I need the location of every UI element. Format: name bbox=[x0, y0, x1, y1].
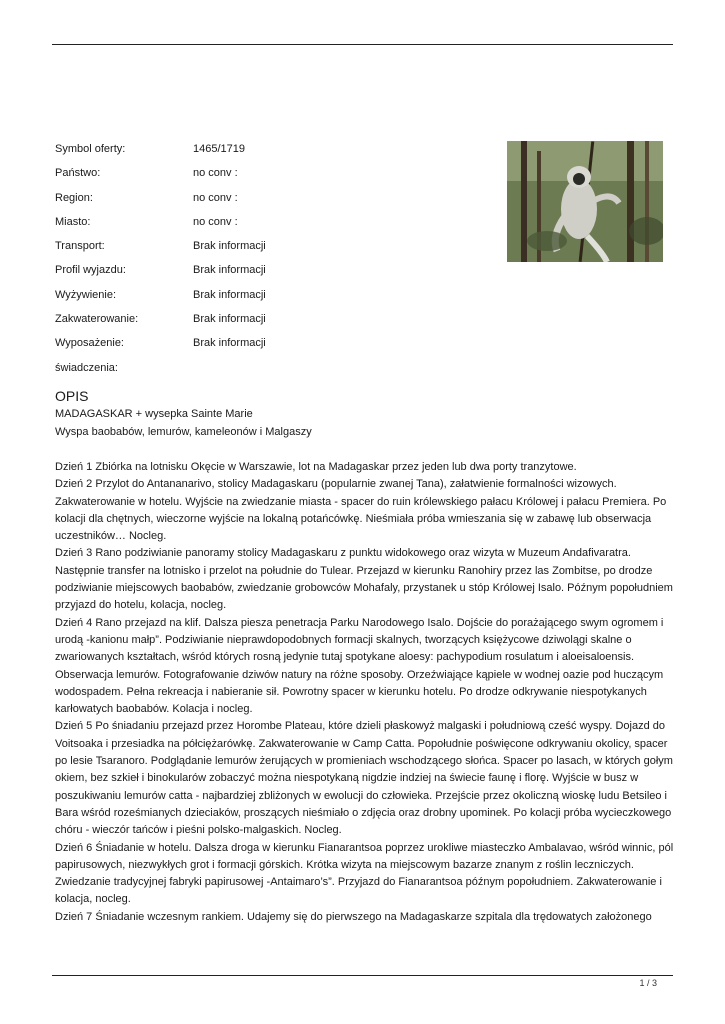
itinerary-text bbox=[55, 459, 674, 926]
text-line: Voitsoaka i przesiadka na półciężarówkę. Zakwaterowanie w Camp Catta. Popołudnie poświęcone odkrywaniu okolicy, spacer bbox=[55, 737, 668, 750]
text-line: urodą -kanionu małp”. Podziwianie nieprawdopodobnych formacji skalnych, tworzących księżycowe dziwolągi skalne o bbox=[55, 633, 632, 646]
spec-row bbox=[55, 312, 475, 336]
spec-row bbox=[55, 361, 475, 385]
text-line: Zakwaterowanie w hotelu. Wyjście na zwiedzanie miasta - spacer do ruin królewskiego pałacu Królowej i pałacu Premiera. Po bbox=[55, 495, 667, 508]
text-line: Dzień 5 Po śniadaniu przejazd przez Horombe Plateau, które dzieli płaskowyż malgaski i południową cześć wyspy. Dojazd do bbox=[55, 720, 665, 733]
spec-label: Państwo: bbox=[55, 167, 101, 180]
text-line: Następnie transfer na lotnisko i przelot na południe do Tulear. Przejazd w kierunku Ranohiry przez las Zombitse, po drodze bbox=[55, 564, 653, 577]
text-line: Obserwacja lemurów. Fotografowanie dziwów natury na różne sposoby. Orzeźwiające kąpiele w wodnej oazie pod huczącym bbox=[55, 668, 664, 681]
spec-row bbox=[55, 142, 475, 166]
spec-value: Brak informacji bbox=[193, 313, 266, 326]
text-line: po lesie Tsaranoro. Podglądanie lemurów żerujących w promieniach wschodzącego słońca. Spacer po lasach, w których gołym bbox=[55, 755, 673, 768]
text-line: chóru - wieczór tańców i pieśni polsko-malgaskich. Nocleg. bbox=[55, 824, 342, 837]
spec-value: no conv : bbox=[193, 191, 238, 204]
spec-value: Brak informacji bbox=[193, 264, 266, 277]
text-line: kolacja, nocleg. bbox=[55, 893, 131, 906]
page-number: 1 / 3 bbox=[639, 978, 657, 988]
text-line: wodospadem. Pełna rekreacja i nabieranie sił. Powrotny spacer w kierunku hotelu. Po drodze odkrywanie niespotykanych bbox=[55, 685, 647, 698]
spec-value: Brak informacji bbox=[193, 240, 266, 253]
text-line: poszukiwaniu lemurów catta - najbardziej zbliżonych w ewolucji do człowieka. Przejście przez okoliczną wioskę ludu Betsileo i bbox=[55, 789, 667, 802]
header-rule bbox=[52, 44, 673, 45]
text-line: papirusowych, niezwykłych grot i formacji górskich. Krótka wizyta na miejscowym bazarze znanym z roślin leczniczych. bbox=[55, 858, 634, 871]
spec-label: Region: bbox=[55, 191, 93, 204]
spec-row bbox=[55, 215, 475, 239]
subtitle: Wyspa baobabów, lemurów, kameleonów i Malgaszy bbox=[55, 426, 312, 438]
text-line: Dzień 4 Rano przejazd na klif. Dalsza piesza penetracja Parku Narodowego Isalo. Dojście do porażającego swym ogromem i bbox=[55, 616, 664, 629]
spec-row bbox=[55, 239, 475, 263]
subtitle: MADAGASKAR + wysepka Sainte Marie bbox=[55, 408, 253, 420]
spec-value: 1465/1719 bbox=[193, 143, 245, 155]
text-line: zwariowanych kształtach, wśród których rosną jedynie tutaj spotykane aloesy: pachypodium rosulatum i aloeisaloensis. bbox=[55, 651, 635, 664]
spec-label: Miasto: bbox=[55, 215, 91, 228]
spec-value: Brak informacji bbox=[193, 288, 266, 301]
offer-specs bbox=[55, 142, 475, 385]
text-line: Dzień 7 Śniadanie wczesnym rankiem. Udajemy się do pierwszego na Madagaskarze szpitala dla trędowatych założonego bbox=[55, 910, 652, 923]
text-line: podziwianie miejscowych baobabów, zwiedzanie grobowców Mohafaly, przystanek u stóp Królowej Isalo. Późnym popołudniem bbox=[55, 582, 673, 595]
lemur-photo-graphic bbox=[507, 141, 663, 262]
spec-label: Symbol oferty: bbox=[55, 143, 126, 155]
footer-rule bbox=[52, 975, 673, 976]
spec-label: świadczenia: bbox=[55, 361, 118, 374]
section-title: OPIS bbox=[55, 388, 89, 404]
spec-label: Wyposażenie: bbox=[55, 337, 124, 350]
text-line: okiem, bez szkieł i binokularów zobaczyć można niespotykaną nigdzie indziej na świecie faunę i florę. Wyjście w busz w bbox=[55, 772, 639, 785]
spec-row bbox=[55, 336, 475, 360]
spec-value: no conv : bbox=[193, 167, 238, 180]
spec-label: Transport: bbox=[55, 240, 105, 253]
text-line: Dzień 1 Zbiórka na lotnisku Okęcie w Warszawie, lot na Madagaskar przez jeden lub dwa porty tranzytowe. bbox=[55, 461, 577, 473]
text-line: Zwiedzanie tradycyjnej fabryki papirusowej -Antaimaro’s”. Przyjazd do Fianarantsoa późnym popołudniem. Zakwaterowanie i bbox=[55, 876, 662, 889]
text-line: przyjazd do hotelu, kolacja, nocleg. bbox=[55, 599, 227, 612]
text-line: kolacji dla chętnych, wieczorne wyjście na lokalną potańcówkę. Nieśmiała próba wmieszania się w zabawę lub obserwacja bbox=[55, 512, 652, 525]
text-line: uczestników… Nocleg. bbox=[55, 530, 167, 543]
spec-value: no conv : bbox=[193, 215, 238, 228]
spec-row bbox=[55, 166, 475, 190]
lemur-photo bbox=[507, 141, 663, 262]
text-line: Dzień 6 Śniadanie w hotelu. Dalsza droga w kierunku Fianarantsoa poprzez urokliwe miasteczko Ambalavao, wśród winnic, pól bbox=[55, 841, 674, 854]
spec-label: Profil wyjazdu: bbox=[55, 264, 126, 277]
spec-label: Wyżywienie: bbox=[55, 288, 117, 301]
text-line: Dzień 3 Rano podziwianie panoramy stolicy Madagaskaru z punktu widokowego oraz wizyta w Muzeum Andafivaratra. bbox=[55, 547, 631, 560]
spec-row bbox=[55, 191, 475, 215]
spec-value: Brak informacji bbox=[193, 337, 266, 350]
spec-row bbox=[55, 288, 475, 312]
text-line: Bara wśród roześmianych dzieciaków, proszących nieśmiało o zdjęcia oraz drobny upominek. Po kolacji próba wycieczkowego bbox=[55, 806, 672, 819]
spec-row bbox=[55, 263, 475, 287]
text-line: Dzień 2 Przylot do Antananarivo, stolicy Madagaskaru (popularnie zwanej Tana), załatwienie formalności wizowych. bbox=[55, 478, 617, 491]
text-line: karłowatych baobabów. Kolacja i nocleg. bbox=[55, 703, 253, 716]
spec-label: Zakwaterowanie: bbox=[55, 313, 139, 326]
